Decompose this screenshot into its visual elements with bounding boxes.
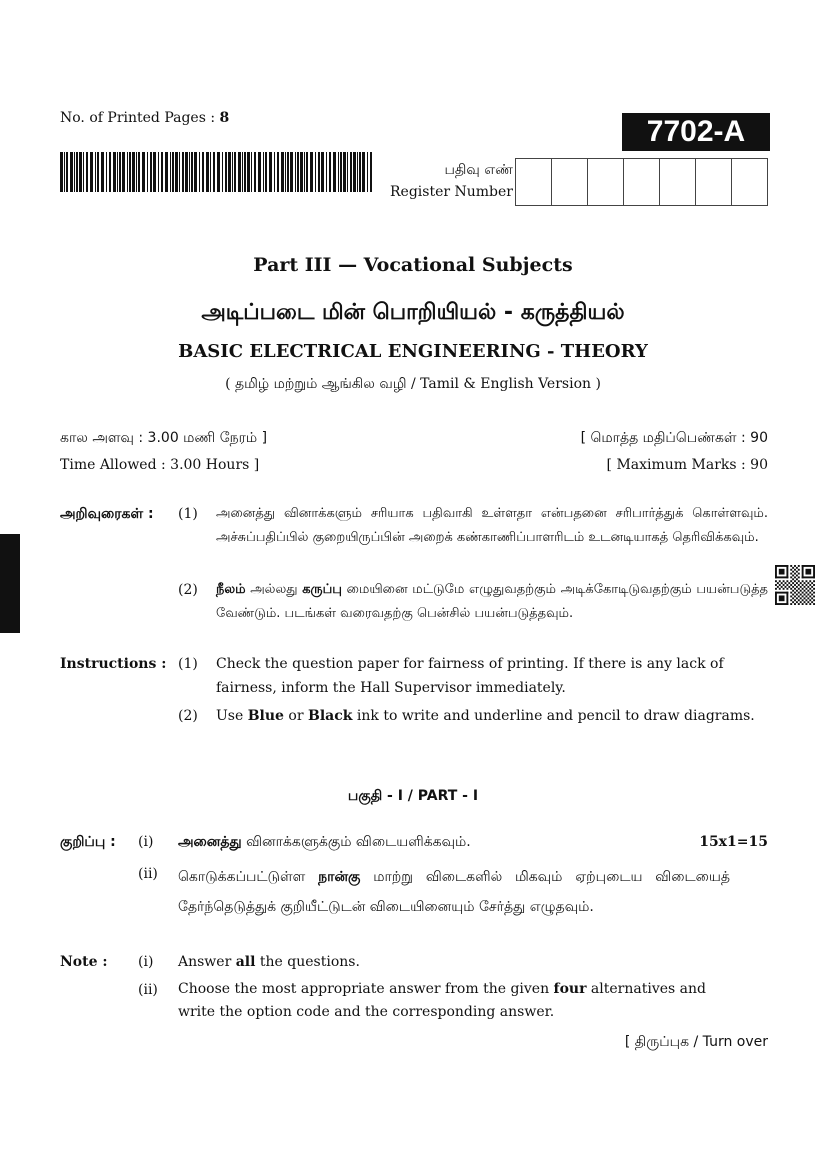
barcode-bar — [179, 152, 180, 192]
qr-module — [811, 597, 813, 599]
qr-module — [794, 565, 796, 567]
qr-module — [798, 569, 800, 571]
part-marks: 15x1=15 — [699, 834, 768, 850]
barcode-bar — [295, 152, 296, 192]
qr-module — [790, 580, 792, 582]
barcode-bar — [189, 152, 190, 192]
instruction-english-2: Use Blue or Black ink to write and underline and pencil to draw diagrams. — [216, 708, 755, 724]
qr-module — [798, 603, 800, 605]
barcode-bar — [165, 152, 168, 192]
qr-module — [775, 565, 777, 578]
barcode-bar — [97, 152, 99, 192]
qr-module — [790, 565, 792, 567]
register-box[interactable] — [696, 158, 732, 206]
qr-module — [800, 601, 802, 603]
qr-module — [794, 573, 796, 575]
english-subject-title: BASIC ELECTRICAL ENGINEERING - THEORY — [178, 341, 648, 362]
note-tamil-label: குறிப்பு : — [60, 834, 116, 850]
barcode-bar — [258, 152, 261, 192]
printed-pages-label: No. of Printed Pages : — [60, 110, 220, 126]
qr-module — [779, 580, 781, 582]
marks-tamil: [ மொத்த மதிப்பெண்கள் : 90 — [580, 430, 768, 446]
qr-module — [811, 590, 813, 592]
qr-module — [813, 584, 815, 586]
qr-module — [792, 578, 794, 580]
qr-module — [798, 588, 800, 590]
barcode-bar — [297, 152, 299, 192]
barcode-bar — [213, 152, 215, 192]
qr-module — [805, 584, 807, 586]
qr-module — [775, 592, 788, 594]
tamil-subject-title: அடிப்படை மின் பொறியியல் - கருத்தியல் — [201, 300, 625, 325]
qr-module — [794, 584, 796, 586]
barcode-bar — [60, 152, 63, 192]
qr-module — [788, 582, 790, 584]
qr-module — [796, 590, 798, 592]
qr-module — [794, 588, 796, 590]
qr-module — [794, 592, 796, 594]
barcode-bar — [326, 152, 327, 192]
barcode-bar — [74, 152, 75, 192]
qr-module — [777, 582, 779, 584]
barcode-bar — [225, 152, 227, 192]
qr-module — [807, 586, 809, 588]
qr-module — [779, 595, 785, 601]
barcode-bar — [161, 152, 163, 192]
note-english-2: Choose the most appropriate answer from the given four alternatives and write the option code and the corresponding answer. — [178, 981, 706, 1020]
qr-module — [796, 571, 798, 573]
barcode-bar — [142, 152, 145, 192]
barcode-bar — [210, 152, 211, 192]
barcode-bar — [158, 152, 159, 192]
qr-module — [790, 573, 792, 575]
instructions-english-label: Instructions : — [60, 656, 167, 672]
qr-module — [779, 588, 781, 590]
qr-module — [792, 571, 794, 573]
instruction-tamil-2: நீலம் அல்லது கருப்பு மையினை மட்டுமே எழுதுவதற்கும் அடிக்கோடிடுவதற்கும் பயன்படுத்த வேண்டும். படங்கள் வரைவதற்கு பென்சில் பயன்படுத்தவும். — [216, 582, 768, 621]
qr-module — [805, 580, 807, 582]
qr-module — [796, 597, 798, 599]
barcode-bar — [138, 152, 140, 192]
qr-module — [775, 580, 777, 582]
note-number: (i) — [138, 954, 154, 970]
barcode-bar — [232, 152, 233, 192]
barcode-bar — [222, 152, 223, 192]
barcode-bar — [117, 152, 118, 192]
barcode-bar — [182, 152, 184, 192]
part-title: Part III — Vocational Subjects — [253, 254, 573, 276]
qr-module — [792, 601, 794, 603]
qr-module — [794, 599, 796, 601]
barcode-bar — [338, 152, 339, 192]
qr-module — [796, 582, 798, 584]
turn-over: [ திருப்புக / Turn over — [624, 1034, 768, 1050]
qr-module — [786, 584, 788, 586]
qr-module — [775, 576, 788, 578]
note-number: (i) — [138, 834, 154, 850]
qr-module — [802, 565, 804, 578]
qr-module — [786, 588, 788, 590]
qr-module — [805, 595, 807, 597]
qr-module — [800, 582, 802, 584]
barcode-bar — [202, 152, 204, 192]
register-box[interactable] — [624, 158, 660, 206]
qr-module — [796, 567, 798, 569]
note-number: (ii) — [138, 982, 158, 998]
qr-module — [798, 599, 800, 601]
qr-module — [798, 595, 800, 597]
qr-module — [813, 592, 815, 594]
qr-module — [786, 580, 788, 582]
barcode-bar — [119, 152, 121, 192]
qr-module — [794, 576, 796, 578]
barcode-bar — [242, 152, 243, 192]
register-label-english: Register Number — [390, 184, 513, 200]
barcode-bar — [185, 152, 188, 192]
qr-module — [781, 586, 783, 588]
qr-module — [790, 569, 792, 571]
qr-module — [792, 586, 794, 588]
qr-module — [792, 594, 794, 596]
register-box[interactable] — [588, 158, 624, 206]
barcode-bar — [153, 152, 156, 192]
qr-module — [813, 599, 815, 601]
qr-module — [786, 565, 788, 578]
qr-module — [783, 588, 785, 590]
qr-module — [805, 592, 807, 594]
qr-module — [805, 569, 811, 575]
register-box[interactable] — [552, 158, 588, 206]
qr-module — [794, 569, 796, 571]
barcode-bar — [136, 152, 137, 192]
qr-module — [805, 588, 807, 590]
barcode-bar — [95, 152, 96, 192]
barcode-bar — [113, 152, 116, 192]
barcode-bar — [170, 152, 171, 192]
qr-module — [804, 590, 806, 592]
part-one-heading: பகுதி - I / PART - I — [347, 788, 479, 804]
barcode-bar — [251, 152, 252, 192]
qr-module — [783, 584, 785, 586]
barcode-bar — [206, 152, 209, 192]
barcode-bar — [191, 152, 193, 192]
barcode-bar — [83, 152, 84, 192]
qr-module — [807, 597, 809, 599]
register-box[interactable] — [660, 158, 696, 206]
barcode-bar — [86, 152, 88, 192]
qr-module — [800, 586, 802, 588]
qr-module — [796, 601, 798, 603]
qr-module — [813, 595, 815, 597]
note-english-1: Answer all the questions. — [178, 954, 360, 970]
qr-module — [775, 603, 788, 605]
qr-module — [807, 590, 809, 592]
barcode-bar — [217, 152, 220, 192]
barcode-bar — [129, 152, 131, 192]
qr-module — [798, 580, 800, 582]
time-tamil: கால அளவு : 3.00 மணி நேரம் ] — [60, 430, 268, 446]
barcode-bar — [287, 152, 289, 192]
qr-module — [813, 580, 815, 582]
qr-module — [809, 584, 811, 586]
qr-module — [809, 603, 811, 605]
qr-module — [792, 567, 794, 569]
qr-module — [798, 576, 800, 578]
qr-module — [809, 588, 811, 590]
qr-module — [790, 584, 792, 586]
register-label-tamil: பதிவு எண் — [444, 162, 513, 178]
qr-module — [800, 594, 802, 596]
barcode-bar — [315, 152, 316, 192]
note-tamil-1: அனைத்து வினாக்களுக்கும் விடையளிக்கவும். — [178, 834, 471, 850]
barcode-bar — [310, 152, 313, 192]
barcode-bar — [194, 152, 197, 192]
barcode-bar — [333, 152, 336, 192]
instruction-number: (1) — [178, 506, 198, 522]
qr-module — [775, 588, 777, 590]
barcode-bar — [66, 152, 68, 192]
qr-module — [809, 580, 811, 582]
register-box[interactable] — [732, 158, 768, 206]
barcode-bar — [281, 152, 284, 192]
barcode-bar — [274, 152, 275, 192]
qr-module — [804, 586, 806, 588]
instruction-tamil-1: அனைத்து வினாக்களும் சரியாக பதிவாகி உள்ளதா என்பதனை சரிபார்த்துக் கொள்ளவும். அச்சுப்பதிப்பில் குறையிருப்பின் அறைக் கண்காணிப்பாளரிடம் உடனடியாகத் தெரிவிக்கவும். — [216, 506, 768, 545]
qr-module — [792, 582, 794, 584]
qr-module — [802, 565, 815, 567]
qr-module — [807, 582, 809, 584]
qr-module — [811, 601, 813, 603]
qr-module — [792, 575, 794, 577]
qr-module — [790, 595, 792, 597]
barcode-bar — [300, 152, 303, 192]
version-line: ( தமிழ் மற்றும் ஆங்கில வழி / Tamil & English Version ) — [225, 376, 601, 392]
qr-module — [805, 603, 807, 605]
qr-module — [800, 590, 802, 592]
qr-module — [813, 588, 815, 590]
barcode-bar — [254, 152, 256, 192]
qr-module — [794, 603, 796, 605]
barcode-bar — [285, 152, 286, 192]
qr-module — [804, 594, 806, 596]
qr-module — [790, 603, 792, 605]
note-tamil-2: கொடுக்கப்பட்டுள்ள நான்கு மாற்று விடைகளில் மிகவும் ஏற்புடைய விடையைத் தேர்ந்தெடுத்துக் குறியீட்டுடன் விடையினையும் சேர்த்து எழுதவும். — [178, 869, 730, 915]
qr-module — [813, 565, 815, 578]
qr-module — [775, 584, 777, 586]
barcode-bar — [132, 152, 135, 192]
qr-module — [807, 601, 809, 603]
barcode-bar — [228, 152, 231, 192]
qr-module — [802, 599, 804, 601]
qr-module — [775, 565, 788, 567]
qr-module — [802, 588, 804, 590]
qr-module — [798, 565, 800, 567]
qr-module — [811, 582, 813, 584]
barcode-bar — [234, 152, 236, 192]
barcode-bar — [199, 152, 200, 192]
instruction-number: (2) — [178, 708, 198, 724]
qr-module — [813, 603, 815, 605]
barcode-bar — [64, 152, 65, 192]
qr-module — [781, 582, 783, 584]
qr-module — [794, 595, 796, 597]
barcode-bar — [277, 152, 279, 192]
barcode-bar — [76, 152, 78, 192]
qr-module — [783, 580, 785, 582]
barcode-bar — [172, 152, 174, 192]
qr-module — [802, 592, 804, 594]
qr-module — [790, 592, 792, 594]
qr-module — [798, 584, 800, 586]
qr-module — [792, 590, 794, 592]
barcode-bar — [122, 152, 125, 192]
qr-module — [802, 603, 804, 605]
instruction-english-1: Check the question paper for fairness of printing. If there is any lack of fairness, inform the Hall Supervisor immediately. — [216, 656, 724, 696]
instruction-number: (2) — [178, 582, 198, 598]
instructions-tamil-label: அறிவுரைகள் : — [60, 506, 154, 522]
qr-module — [800, 597, 802, 599]
side-marker — [0, 534, 20, 633]
qr-module — [779, 584, 781, 586]
barcode-bar — [70, 152, 73, 192]
qr-module — [811, 586, 813, 588]
qr-module — [796, 586, 798, 588]
qr-module — [785, 582, 787, 584]
qr-module — [804, 601, 806, 603]
note-english-label: Note : — [60, 954, 108, 970]
qr-module — [796, 594, 798, 596]
qr-code — [775, 565, 815, 605]
barcode-bar — [290, 152, 293, 192]
qr-module — [802, 580, 804, 582]
qr-module — [796, 575, 798, 577]
barcode-bar — [147, 152, 148, 192]
qr-module — [802, 595, 804, 597]
barcode-bar — [321, 152, 324, 192]
qr-module — [809, 599, 811, 601]
qr-module — [802, 576, 815, 578]
qr-module — [786, 592, 788, 605]
printed-pages-value: 8 — [219, 110, 230, 126]
barcode-bar — [269, 152, 272, 192]
qr-module — [798, 573, 800, 575]
qr-module — [804, 597, 806, 599]
barcode-bar — [265, 152, 267, 192]
barcode-bar — [106, 152, 107, 192]
qr-module — [805, 599, 807, 601]
qr-module — [804, 582, 806, 584]
barcode-bar — [79, 152, 82, 192]
qr-module — [809, 595, 811, 597]
time-english: Time Allowed : 3.00 Hours ] — [60, 457, 260, 473]
register-box[interactable] — [516, 158, 552, 206]
instruction-number: (1) — [178, 656, 198, 672]
barcode-bar — [150, 152, 152, 192]
qr-module — [794, 580, 796, 582]
barcode-bar — [238, 152, 241, 192]
qr-module — [807, 594, 809, 596]
marks-english: [ Maximum Marks : 90 — [606, 457, 768, 473]
printed-pages — [60, 110, 229, 126]
barcode-bar — [109, 152, 111, 192]
register-number-boxes[interactable] — [515, 158, 768, 206]
paper-code: 7702-A — [622, 113, 770, 151]
barcode-bar — [101, 152, 104, 192]
qr-module — [779, 569, 785, 575]
qr-module — [796, 578, 798, 580]
qr-module — [790, 588, 792, 590]
qr-module — [775, 592, 777, 605]
qr-module — [785, 586, 787, 588]
barcode-bar — [247, 152, 250, 192]
barcode — [60, 152, 372, 192]
qr-module — [809, 592, 811, 594]
barcode-bar — [304, 152, 305, 192]
barcode-bar — [127, 152, 128, 192]
barcode-bar — [175, 152, 178, 192]
qr-module — [790, 576, 792, 578]
barcode-bar — [90, 152, 93, 192]
qr-module — [792, 597, 794, 599]
barcode-bar — [244, 152, 246, 192]
qr-module — [777, 586, 779, 588]
qr-module — [788, 586, 790, 588]
note-number: (ii) — [138, 866, 158, 882]
qr-module — [802, 584, 804, 586]
qr-module — [790, 599, 792, 601]
qr-module — [798, 592, 800, 594]
qr-module — [811, 594, 813, 596]
barcode-bar — [263, 152, 264, 192]
barcode-bar — [306, 152, 308, 192]
barcode-bar — [329, 152, 331, 192]
barcode-bar — [318, 152, 320, 192]
